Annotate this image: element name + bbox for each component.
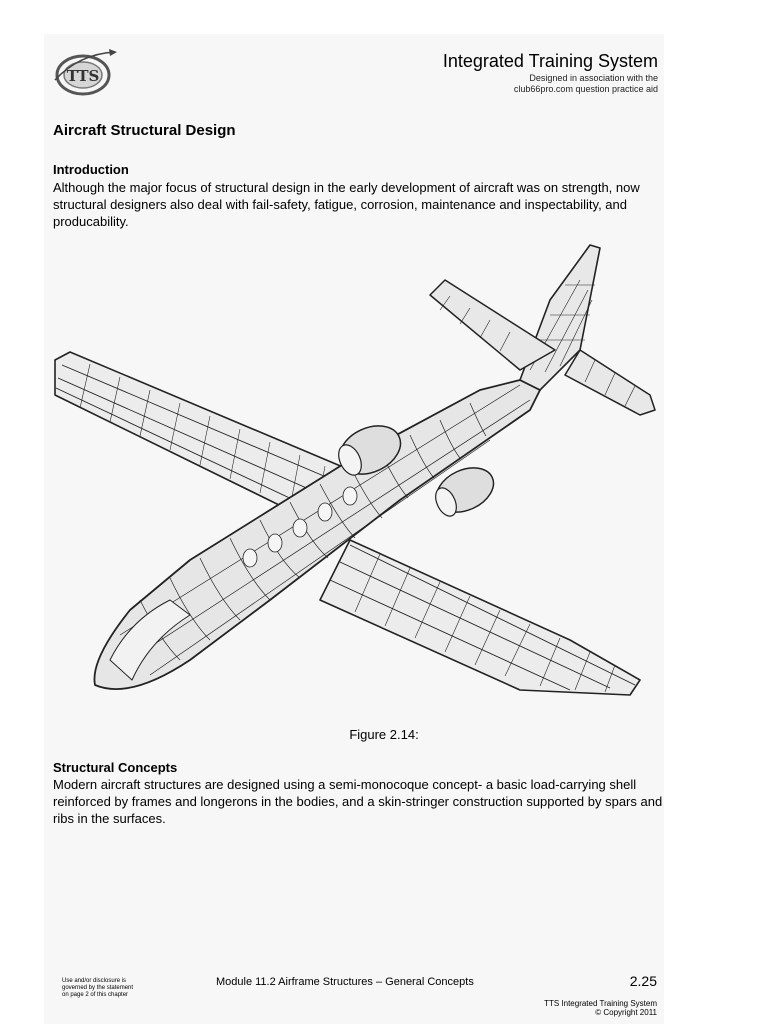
footer-disclaimer-line-2: governed by the statement (62, 985, 134, 991)
figure-caption: Figure 2.14: (349, 727, 419, 742)
header-title: Integrated Training System (442, 51, 658, 71)
header-subtitle-line-1: Designed in association with the (529, 73, 658, 83)
footer-disclaimer-line-3: on page 2 of this chapter (62, 992, 129, 998)
section-heading-structural-concepts: Structural Concepts (53, 760, 178, 775)
page-number: 2.25 (629, 973, 657, 989)
header-subtitle (514, 73, 658, 95)
document-title: Aircraft Structural Design (53, 122, 236, 139)
section-body-structural-concepts: Modern aircraft structures are designed using a semi-monocoque concept- a basic load-carrying shell reinforced by frames and longerons in the bodies, and a skin-stringer construction supported by spars and ribs in the surfaces. (53, 777, 663, 826)
footer-disclaimer (62, 978, 133, 999)
aircraft-structure-figure (50, 240, 665, 710)
footer-copyright-line-2: © Copyright 2011 (595, 1008, 657, 1017)
header-subtitle-line-2: club66pro.com question practice aid (513, 84, 658, 94)
right-wing (320, 540, 640, 695)
footer-copyright (544, 999, 657, 1017)
footer-copyright-line-1: TTS Integrated Training System (544, 999, 657, 1008)
section-body-introduction: Although the major focus of structural design in the early development of aircraft was on strength, now structural designers also deal with fail-safety, fatigue, corrosion, maintenance and inspectability, and producability. (53, 180, 640, 229)
footer-module: Module 11.2 Airframe Structures – General Concepts (216, 976, 474, 988)
horizontal-stabilizer (430, 280, 655, 415)
tts-logo (49, 44, 121, 102)
footer-disclaimer-line-1: Use and/or disclosure is (62, 978, 127, 984)
logo-lettering: TTS (66, 67, 100, 85)
section-heading-introduction: Introduction (53, 162, 129, 177)
